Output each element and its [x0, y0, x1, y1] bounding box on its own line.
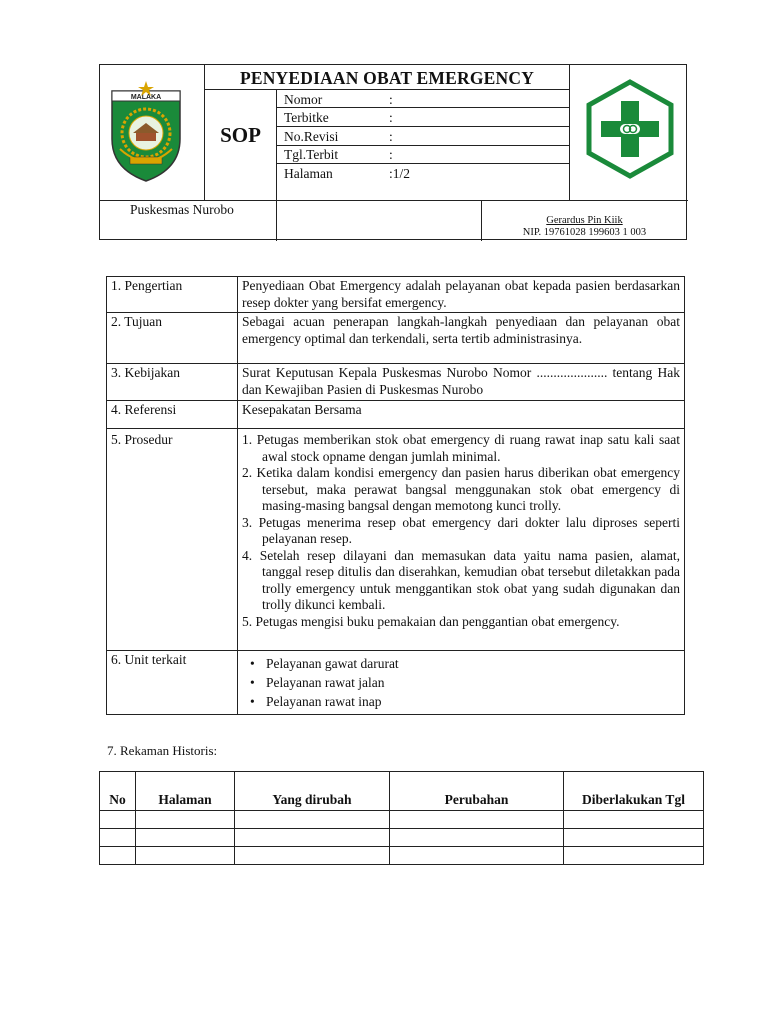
field-terbitke-value: : [389, 110, 393, 125]
section-row-referensi [107, 401, 685, 429]
table-cell [100, 847, 136, 865]
sop-header [99, 64, 687, 240]
section-row-kebijakan [107, 364, 685, 401]
sop-label: SOP [220, 123, 261, 147]
table-cell [136, 847, 235, 865]
column-header: Yang dirubah [235, 772, 390, 811]
section-text: Kesepakatan Bersama [238, 401, 685, 429]
section-label: 6. Unit terkait [107, 651, 238, 715]
field-tgl-terbit-value: : [389, 147, 393, 162]
table-cell [100, 829, 136, 847]
facility-name: Puskesmas Nurobo [130, 202, 234, 217]
related-units [238, 651, 685, 715]
table-cell [235, 811, 390, 829]
field-revisi-label: No.Revisi [284, 129, 339, 144]
section-row-pengertian [107, 277, 685, 313]
list-item [242, 673, 680, 692]
field-terbitke-label: Terbitke [284, 110, 329, 125]
column-header: Perubahan [390, 772, 564, 811]
section-text: Sebagai acuan penerapan langkah-langkah penyediaan dan pelayanan obat emergency optimal dan terkendali, serta tertib administrasinya. [238, 313, 685, 364]
table-cell [564, 847, 704, 865]
history-heading: 7. Rekaman Historis: [107, 743, 218, 758]
table-row [100, 811, 704, 829]
table-cell [564, 829, 704, 847]
related-unit-list [242, 654, 680, 711]
signer-nip: NIP. 19761028 199603 1 003 [522, 227, 647, 238]
table-cell [564, 811, 704, 829]
table-cell [136, 811, 235, 829]
table-cell [136, 829, 235, 847]
table-row [100, 847, 704, 865]
field-nomor-value: : [389, 92, 393, 107]
history-header-row [100, 772, 704, 811]
regency-emblem-logo [106, 77, 186, 185]
section-label: 4. Referensi [107, 401, 238, 429]
table-cell [390, 811, 564, 829]
unit-name: Pelayanan gawat darurat [266, 656, 399, 671]
field-nomor-label: Nomor [284, 92, 323, 107]
column-header: No [100, 772, 136, 811]
section-row-unit-terkait [107, 651, 685, 715]
procedure-step: 4. Setelah resep dilayani dan memasukan data yaitu nama pasien, alamat, tanggal resep ditulis dan diserahkan, kemudian obat tersebut diletakkan pada trolly emergency untuk menggantikan stok obat yang sudah digunakan dan trolly dikunci kembali. [242, 547, 680, 612]
procedure-step: 5. Petugas mengisi buku pemakaian dan penggantian obat emergency. [242, 613, 620, 629]
section-row-prosedur [107, 429, 685, 651]
field-halaman-label: Halaman [284, 166, 333, 181]
history-table [99, 771, 704, 865]
unit-name: Pelayanan rawat jalan [266, 675, 385, 690]
table-row [100, 829, 704, 847]
section-label: 1. Pengertian [107, 277, 238, 313]
section-text: Surat Keputusan Kepala Puskesmas Nurobo Nomor ..................... tentang Hak dan Kewajiban Pasien di Puskesmas Nurobo [238, 364, 685, 401]
field-halaman-value: :1/2 [389, 166, 411, 181]
column-header: Diberlakukan Tgl [564, 772, 704, 811]
list-item [242, 692, 680, 711]
puskesmas-logo [584, 79, 676, 179]
list-item [242, 654, 680, 673]
sop-sections [106, 276, 685, 715]
table-cell [235, 847, 390, 865]
field-tgl-terbit-label: Tgl.Terbit [284, 147, 339, 162]
procedure-step: 3. Petugas menerima resep obat emergency dari dokter lalu diproses seperti pelayanan resep. [242, 514, 680, 546]
table-cell [100, 811, 136, 829]
section-text: Penyediaan Obat Emergency adalah pelayanan obat kepada pasien berdasarkan resep dokter yang bersifat emergency. [238, 277, 685, 313]
column-header: Halaman [136, 772, 235, 811]
bullet-icon: • [250, 656, 255, 671]
signer-name: Gerardus Pin Kiik [546, 215, 623, 226]
section-label: 5. Prosedur [107, 429, 238, 651]
section-label: 3. Kebijakan [107, 364, 238, 401]
unit-name: Pelayanan rawat inap [266, 694, 382, 709]
bullet-icon: • [250, 675, 255, 690]
table-cell [390, 829, 564, 847]
procedure-steps [238, 429, 685, 651]
logo-text: MALAKA [130, 94, 162, 101]
document-title: PENYEDIAAN OBAT EMERGENCY [239, 68, 535, 88]
table-cell [390, 847, 564, 865]
section-row-tujuan [107, 313, 685, 364]
field-revisi-value: : [389, 129, 393, 144]
procedure-step: 2. Ketika dalam kondisi emergency dan pasien harus diberikan obat emergency tersebut, maka perawat bangsal menggunakan stok obat emergency di masing-masing bangsal dengan memotong kunci trolly. [242, 465, 680, 513]
table-cell [235, 829, 390, 847]
procedure-step: 1. Petugas memberikan stok obat emergency di ruang rawat inap satu kali saat awal stock opname dengan jumlah minimal. [242, 432, 680, 464]
section-label: 2. Tujuan [107, 313, 238, 364]
bullet-icon: • [250, 694, 255, 709]
